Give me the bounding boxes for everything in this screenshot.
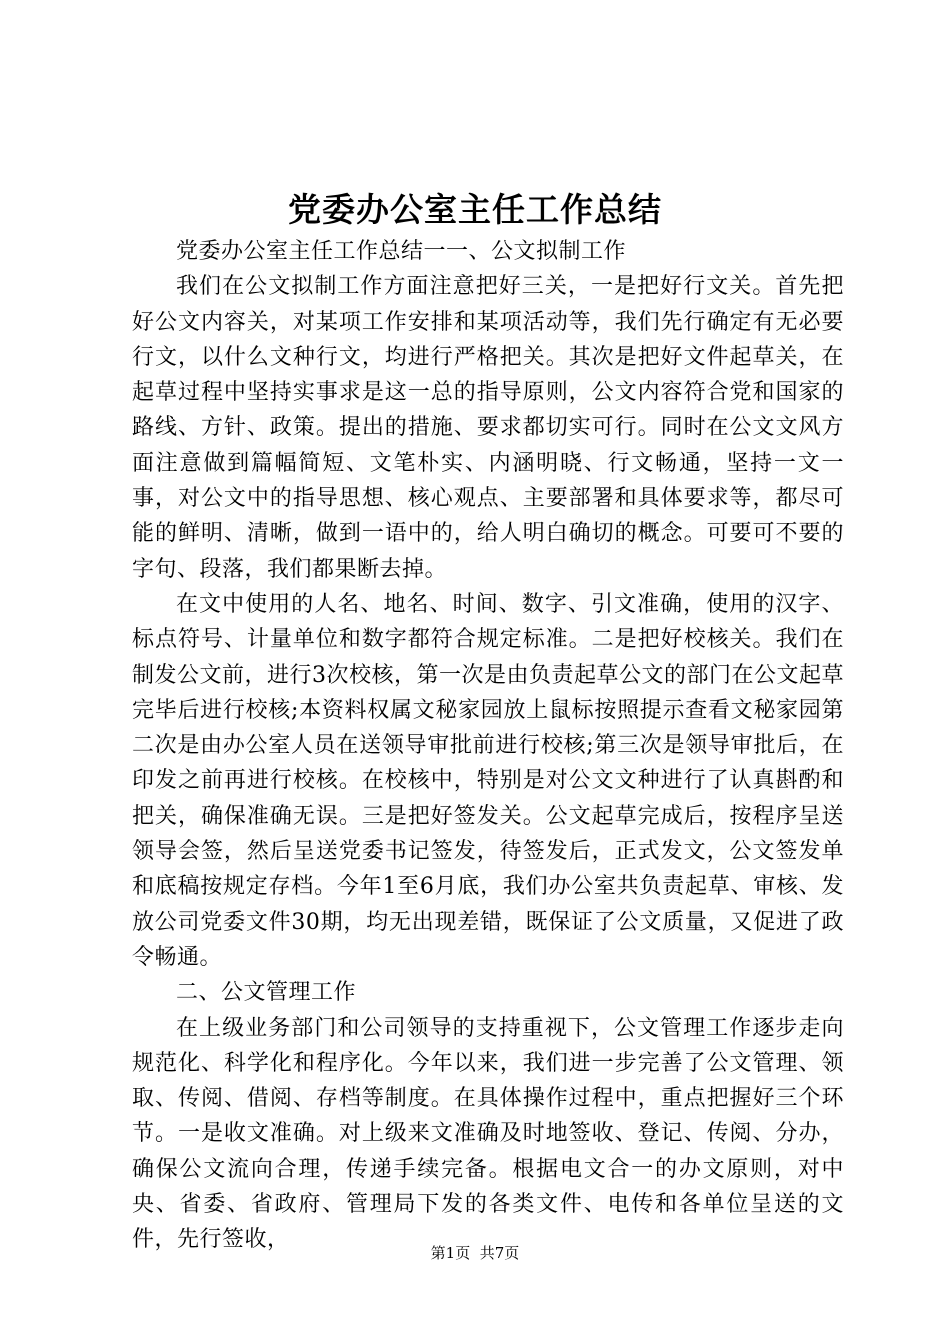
document-body (132, 234, 844, 1258)
document-title: 党委办公室主任工作总结 (288, 190, 662, 229)
page-number: 第1页 (430, 1244, 471, 1262)
paragraph: 我们在公文拟制工作方面注意把好三关，一是把好行文关。首先把好公文内容关，对某项工作安排和某项活动等，我们先行确定有无必要行文，以什么文种行文，均进行严格把关。其次是把好文件起草关，在起草过程中坚持实事求是这一总的指导原则，公文内容符合党和国家的路线、方针、政策。提出的措施、要求都切实可行。同时在公文文风方面注意做到篇幅简短、文笔朴实、内涵明晓、行文畅通，坚持一文一事，对公文中的指导思想、核心观点、主要部署和具体要求等，都尽可能的鲜明、清晰，做到一语中的，给人明白确切的概念。可要可不要的字句、段落，我们都果断去掉。 (132, 274, 844, 582)
paragraph-heading-2: 二、公文管理工作 (176, 980, 357, 1006)
paragraph-heading-1: 党委办公室主任工作总结一一、公文拟制工作 (176, 239, 627, 264)
page-footer (0, 1243, 950, 1263)
page-total: 共7页 (479, 1244, 520, 1262)
paragraph: 在上级业务部门和公司领导的支持重视下，公文管理工作逐步走向规范化、科学化和程序化。今年以来，我们进一步完善了公文管理、领取、传阅、借阅、存档等制度。在具体操作过程中，重点把握好三个环节。一是收文准确。对上级来文准确及时地签收、登记、传阅、分办，确保公文流向合理，传递手续完备。根据电文合一的办文原则，对中央、省委、省政府、管理局下发的各类文件、电传和各单位呈送的文件，先行签收， (132, 1015, 844, 1253)
paragraph: 在文中使用的人名、地名、时间、数字、引文准确，使用的汉字、标点符号、计量单位和数字都符合规定标准。二是把好校核关。我们在制发公文前，进行3次校核，第一次是由负责起草公文的部门在公文起草完毕后进行校核;本资料权属文秘家园放上鼠标按照提示查看文秘家园第二次是由办公室人员在送领导审批前进行校核;第三次是领导审批后，在印发之前再进行校核。在校核中，特别是对公文文种进行了认真斟酌和把关，确保准确无误。三是把好签发关。公文起草完成后，按程序呈送领导会签，然后呈送党委书记签发，待签发后，正式发文，公文签发单和底稿按规定存档。今年1至6月底，我们办公室共负责起草、审核、发放公司党委文件30期，均无出现差错，既保证了公文质量，又促进了政令畅通。 (132, 591, 844, 970)
